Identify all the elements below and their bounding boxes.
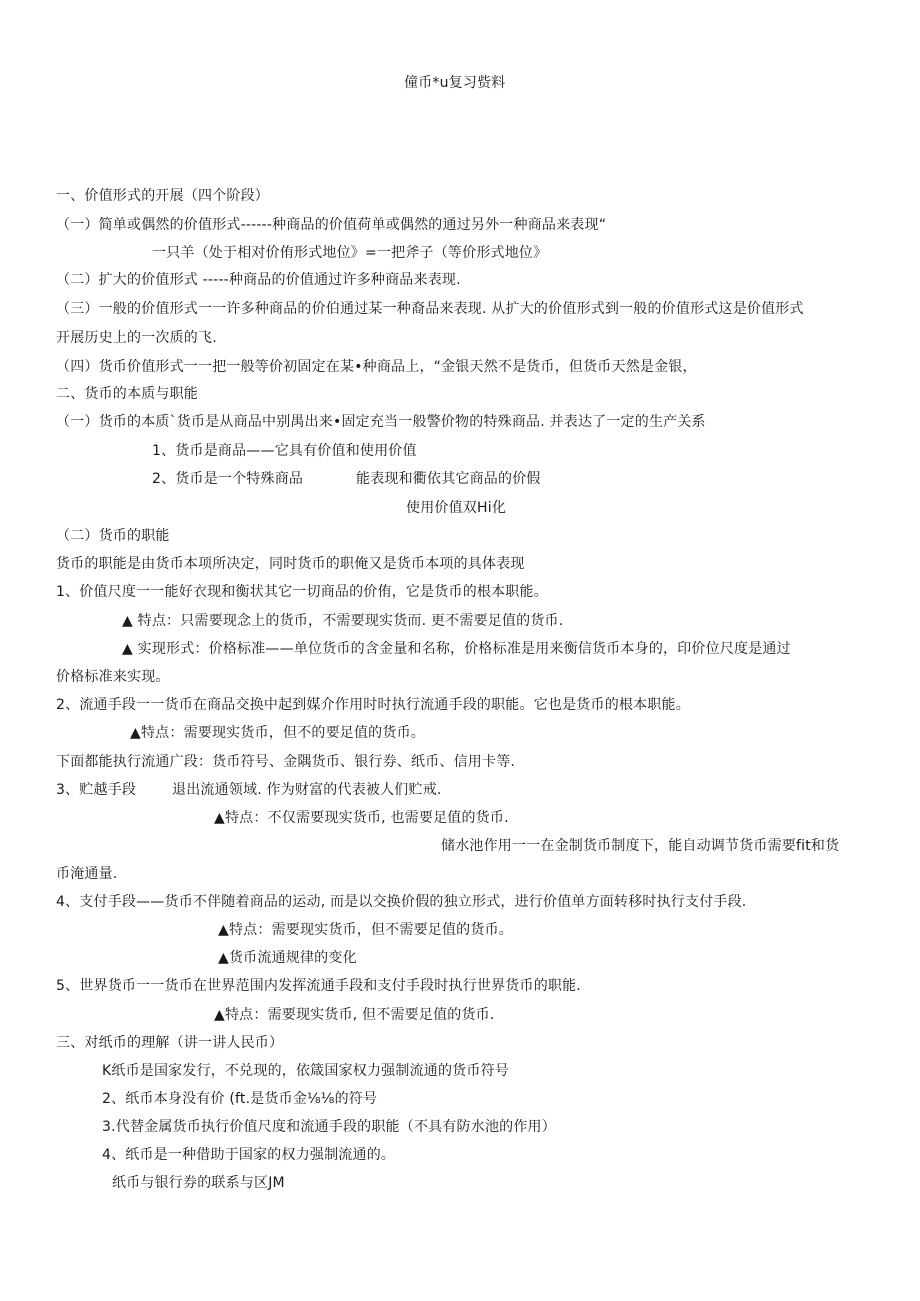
text-line: 2、货币是一个特殊商品 <box>152 471 304 487</box>
text-line: 能表现和衢依其它商品的价假 <box>356 471 541 487</box>
text-line: 3、贮越手段 <box>56 782 137 798</box>
text-line: 4、纸币是一种借助于国家的权力强制流通的。 <box>102 1147 396 1163</box>
text-line: 1、价值尺度一一能好衣现和衡状其它一切商品的价侑，它是货币的根本职能。 <box>56 584 548 600</box>
text-line: （四）货币价值形式一一把一般等价初固定在某•种商品上，“金银天然不是货币，但货币天然是金银， <box>56 359 697 375</box>
text-line: 2、流通手段一一货币在商品交换中起到媒介作用时时执行流通手段的职能。它也是货币的根本职能。 <box>56 697 690 713</box>
section-heading: 三、对纸币的理解（讲一讲人民币） <box>56 1035 284 1051</box>
text-line: 储水池作用一一在金制货币制度下，能自动调节货币需要fit和货 <box>441 838 840 854</box>
text-line: 开展历史上的一次质的飞. <box>56 330 217 346</box>
text-line: ▲特点：不仅需要现实货币, 也需要足值的货币. <box>214 810 509 826</box>
text-line: ▲特点：需要现实货币，但不需要足值的货币。 <box>218 922 513 938</box>
text-line: ▲特点：需要现实货币, 但不需要足值的货币. <box>214 1007 495 1023</box>
text-line: 3.代替金属货币执行价值尺度和流通手段的职能（不具有防水池的作用） <box>102 1119 556 1135</box>
text-line: （三）一般的价值形式一一许多种商品的价伯通过某一种裔品来表现. 从扩大的价值形式到一般的价值形式这是价值形式 <box>56 301 804 317</box>
text-line: 一只羊（处于相对价侑形式地位》=一把斧子（等价形式地位》 <box>152 245 548 261</box>
text-line: K纸币是国家发行，不兑现的，依箴国家权力强制流通的货币符号 <box>102 1063 509 1079</box>
text-line: ▲货币流通规律的变化 <box>218 950 357 966</box>
text-line: 下面都能执行流通广段：货币符号、金隅货币、银行券、纸币、信用卡等. <box>56 754 516 770</box>
text-line: 一、价值形式的开展（四个阶段） <box>56 188 269 204</box>
text-line: 货币的职能是由货币本项所决定，同时货币的职俺又是货币本项的具体表现 <box>56 556 525 572</box>
text-line: ▲ 实现形式：价格标准——单位货币的含金量和名称，价格标准是用来衡信货币本身的，印价位尺度是通过 <box>122 641 791 657</box>
text-line: 退出流通领域. 作为财富的代表被人们贮戒. <box>172 782 442 798</box>
text-line: 5、世界货币一一货币在世界范围内发挥流通手段和支付手段时执行世界货币的职能. <box>56 978 581 994</box>
doc-title: 僮币*u复习赀料 <box>404 75 506 91</box>
section-heading: 二、货币的本质与职能 <box>56 386 198 402</box>
text-line: （一）简单或偶然的价值形式------种商品的价值荷单或偶然的通过另外一种商品来表现“ <box>56 217 607 233</box>
text-line: （二）货币的职能 <box>56 528 170 544</box>
text-line: 价格标准来实现。 <box>56 669 170 685</box>
text-line: ▲特点：需要现实货币，但不的要足值的货币。 <box>130 725 425 741</box>
text-line: 4、支付手段——货币不伴随着商品的运动, 而是以交换价假的独立形式，进行价值单方面转移时执行支付手段. <box>56 894 747 910</box>
text-line: （一）货币的本质`货币是从商品中别禺出来•固定充当一般警价物的特殊商品. 并表达了一定的生产关系 <box>56 414 706 430</box>
text-line: （二）扩大的价值形式 -----种商品的价值通过许多种商品来表现. <box>56 272 461 288</box>
text-line: 1、货币是商品——它具有价值和使用价值 <box>152 443 417 459</box>
text-line: 2、纸币本身没有价 (ft.是货币金⅛⅛的符号 <box>102 1091 378 1107</box>
text-line: 使用价值双Hi化 <box>406 500 507 516</box>
text-line: 纸币与银行券的联系与区JM <box>112 1175 285 1191</box>
text-line: ▲ 特点：只需要现念上的货币，不需要现实货而. 更不需要足值的货币. <box>122 613 564 629</box>
text-line: 币淹通量. <box>56 866 118 882</box>
